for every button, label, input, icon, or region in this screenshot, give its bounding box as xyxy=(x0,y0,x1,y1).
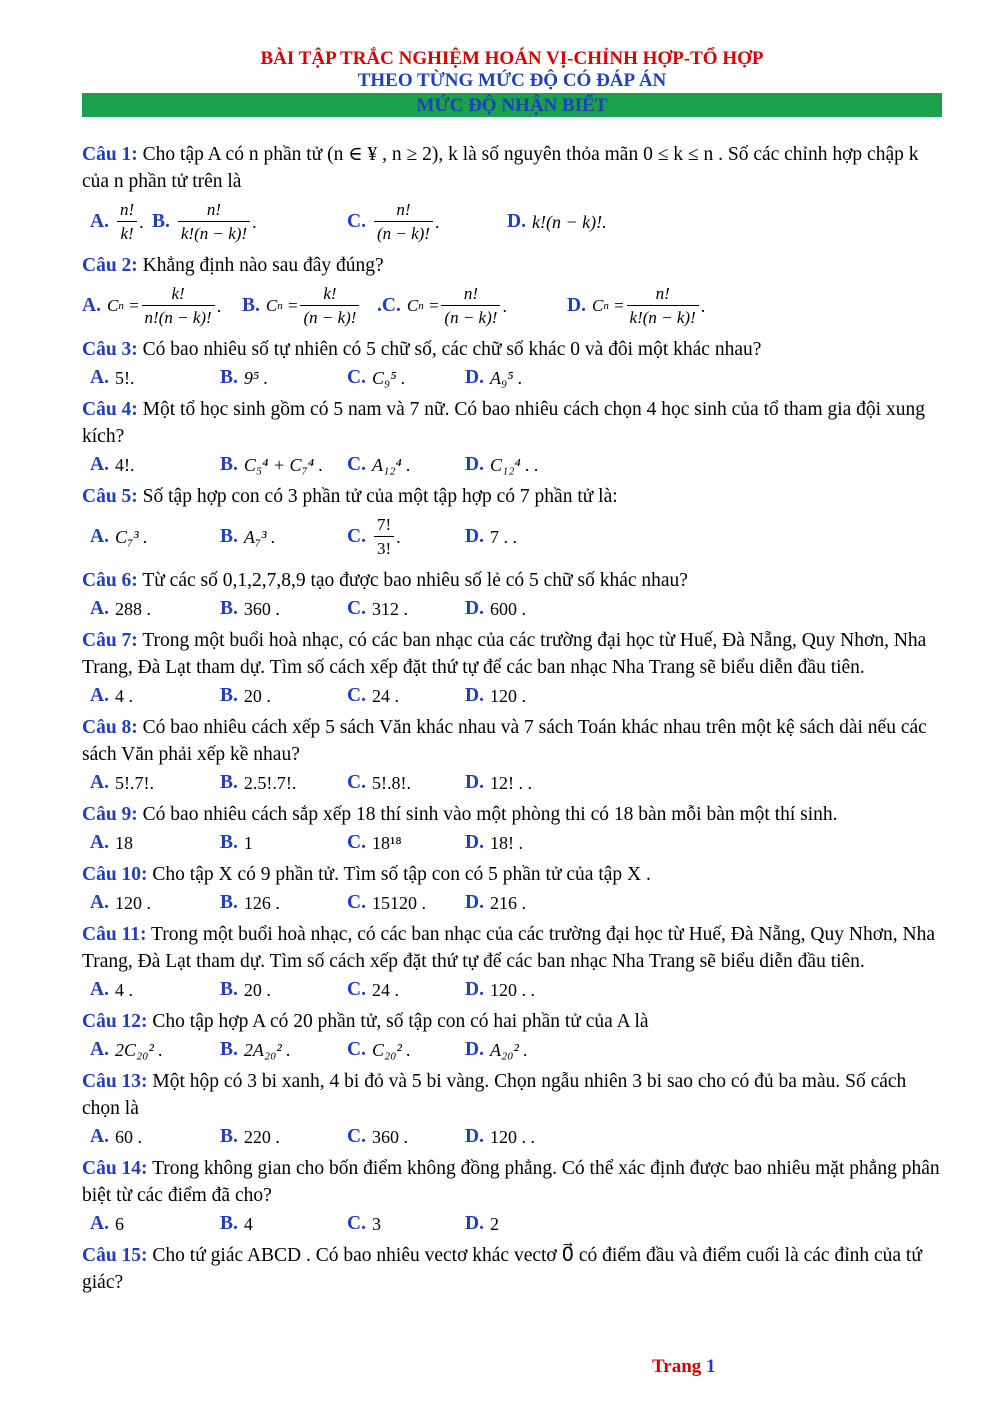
question-12: Câu 12: Cho tập hợp A có 20 phần tử, số tập con có hai phần tử của A là xyxy=(82,1011,649,1032)
option-c[interactable]: C. $\frac{7!}{3!}$ . xyxy=(347,510,401,564)
option-b[interactable]: B. 126 . xyxy=(220,892,280,913)
option-d[interactable]: D. 120 . . xyxy=(465,979,535,1000)
option-d[interactable]: D. 7 . . xyxy=(465,526,517,547)
option-d[interactable]: D. C₁₂⁴ . . xyxy=(465,454,539,475)
question-7-options xyxy=(82,681,942,711)
option-b[interactable]: B. 220 . xyxy=(220,1126,280,1147)
question-13: Câu 13: Một hộp có 3 bi xanh, 4 bi đỏ và 5 bi vàng. Chọn ngẫu nhiên 3 bi sao cho có đủ ba màu. Số cách chọn là xyxy=(82,1071,907,1119)
option-d[interactable]: D. k!(n − k)!. xyxy=(507,211,607,232)
option-c[interactable]: C. 312 . xyxy=(347,598,408,619)
option-a[interactable]: A. 120 . xyxy=(90,892,151,913)
option-c[interactable]: C. A₁₂⁴ . xyxy=(347,454,411,475)
question-8-options xyxy=(82,768,942,798)
option-d[interactable]: D. 2 xyxy=(465,1213,499,1234)
option-a[interactable]: A. 6 xyxy=(90,1213,124,1234)
question-3-options xyxy=(82,363,942,393)
question-14-options xyxy=(82,1209,942,1239)
level-banner: MỨC ĐỘ NHẬN BIẾT xyxy=(82,93,942,117)
option-c[interactable]: C. 24 . xyxy=(347,979,399,1000)
question-1: Câu 1: Cho tập A có n phần tử (n ∈ ¥ , n ≥ 2), k là số nguyên thỏa mãn 0 ≤ k ≤ n . Số các chỉnh hợp chập k của n phần tử trên là xyxy=(82,144,919,192)
option-b[interactable]: B. 9⁵ . xyxy=(220,367,269,388)
question-5-options xyxy=(82,510,942,564)
option-a[interactable]: A. 4 . xyxy=(90,685,133,706)
question-4: Câu 4: Một tổ học sinh gồm có 5 nam và 7 nữ. Có bao nhiêu cách chọn 4 học sinh của tổ tham gia đội xung kích? xyxy=(82,399,925,447)
question-14: Câu 14: Trong không gian cho bốn điểm không đồng phẳng. Có thể xác định được bao nhiêu mặt phẳng phân biệt từ các điểm đã cho? xyxy=(82,1158,940,1206)
document-page xyxy=(82,48,942,1296)
option-b[interactable]: B. 2A₂₀² . xyxy=(220,1039,291,1060)
question-15: Câu 15: Cho tứ giác ABCD . Có bao nhiêu vectơ khác vectơ 0⃗ có điểm đầu và điểm cuối là các đỉnh của tứ giác? xyxy=(82,1245,922,1293)
question-6-options xyxy=(82,594,942,624)
option-a[interactable]: A. 60 . xyxy=(90,1126,142,1147)
option-b[interactable]: B. $\frac{n!}{k!(n - k)!}$ . xyxy=(152,195,257,249)
question-10-options xyxy=(82,888,942,918)
option-a[interactable]: A. C n = $\frac{k!}{n!(n - k)!}$ . xyxy=(82,279,221,333)
option-b[interactable]: B. 2.5!.7!. xyxy=(220,772,297,793)
option-d[interactable]: D. 600 . xyxy=(465,598,526,619)
option-b[interactable]: B. 1 xyxy=(220,832,253,853)
option-c[interactable]: C. 24 . xyxy=(347,685,399,706)
question-2: Câu 2: Khẳng định nào sau đây đúng? xyxy=(82,255,384,276)
option-d[interactable]: D. 120 . . xyxy=(465,1126,535,1147)
option-b[interactable]: B. 360 . xyxy=(220,598,280,619)
doc-subtitle: THEO TỪNG MỨC ĐỘ CÓ ĐÁP ÁN xyxy=(357,70,667,91)
option-d[interactable]: D. A₉⁵ . xyxy=(465,367,523,388)
option-c[interactable]: .C. C n = $\frac{n!}{(n - k)!}$ . xyxy=(377,279,507,333)
option-a[interactable]: A. 5!. xyxy=(90,367,135,388)
question-13-options xyxy=(82,1122,942,1152)
option-c[interactable]: C. C₂₀² . xyxy=(347,1039,411,1060)
question-11: Câu 11: Trong một buổi hoà nhạc, có các ban nhạc của các trường đại học từ Huế, Đà Nẵng, Quy Nhơn, Nha Trang, Đà Lạt tham dự. Tìm số cách xếp đặt thứ tự để các ban nhạc Nha Trang sẽ biểu diễn đầu tiên. xyxy=(82,924,935,972)
option-c[interactable]: C. 5!.8!. xyxy=(347,772,411,793)
question-6: Câu 6: Từ các số 0,1,2,7,8,9 tạo được bao nhiêu số lẻ có 5 chữ số khác nhau? xyxy=(82,570,688,591)
option-b[interactable]: B. 20 . xyxy=(220,685,271,706)
question-9-options xyxy=(82,828,942,858)
option-b[interactable]: B. C n = $\frac{k!}{(n - k)!}$ xyxy=(242,279,361,333)
question-2-options xyxy=(82,279,942,333)
option-a[interactable]: A. C₇³ . xyxy=(90,526,148,547)
question-4-options xyxy=(82,450,942,480)
question-10: Câu 10: Cho tập X có 9 phần tử. Tìm số tập con có 5 phần tử của tập X . xyxy=(82,864,651,885)
doc-title: BÀI TẬP TRẮC NGHIỆM HOÁN VỊ-CHỈNH HỢP-TỔ HỢP xyxy=(260,48,764,69)
question-9: Câu 9: Có bao nhiêu cách sắp xếp 18 thí sinh vào một phòng thi có 18 bàn mỗi bàn một thí sinh. xyxy=(82,804,838,825)
option-a[interactable]: A. 4 . xyxy=(90,979,133,1000)
option-b[interactable]: B. A₇³ . xyxy=(220,526,276,547)
question-5: Câu 5: Số tập hợp con có 3 phần tử của một tập hợp có 7 phần tử là: xyxy=(82,486,618,507)
option-d[interactable]: D. 216 . xyxy=(465,892,526,913)
option-c[interactable]: C. 15120 . xyxy=(347,892,426,913)
option-b[interactable]: B. C₅⁴ + C₇⁴ . xyxy=(220,454,324,475)
question-3: Câu 3: Có bao nhiêu số tự nhiên có 5 chữ số, các chữ số khác 0 và đôi một khác nhau? xyxy=(82,339,762,360)
option-c[interactable]: C. 3 xyxy=(347,1213,381,1234)
option-a[interactable]: A. 2C₂₀² . xyxy=(90,1039,163,1060)
option-d[interactable]: D. 18! . xyxy=(465,832,523,853)
option-c[interactable]: C. 18¹⁸ xyxy=(347,832,402,853)
option-d[interactable]: D. C n = $\frac{n!}{k!(n - k)!}$ . xyxy=(567,279,705,333)
option-d[interactable]: D. 120 . xyxy=(465,685,526,706)
page-footer: Trang 1 xyxy=(652,1356,716,1377)
option-b[interactable]: B. 20 . xyxy=(220,979,271,1000)
option-c[interactable]: C. 360 . xyxy=(347,1126,408,1147)
option-a[interactable]: A. $\frac{n!}{k!}$ . xyxy=(90,195,144,249)
option-a[interactable]: A. 18 xyxy=(90,832,133,853)
question-1-options xyxy=(82,195,942,249)
question-8: Câu 8: Có bao nhiêu cách xếp 5 sách Văn khác nhau và 7 sách Toán khác nhau trên một kệ sách dài nếu các sách Văn phải xếp kề nhau? xyxy=(82,717,927,765)
question-11-options xyxy=(82,975,942,1005)
option-a[interactable]: A. 5!.7!. xyxy=(90,772,154,793)
option-b[interactable]: B. 4 xyxy=(220,1213,253,1234)
option-a[interactable]: A. 288 . xyxy=(90,598,151,619)
option-d[interactable]: D. A₂₀² . xyxy=(465,1039,528,1060)
question-7: Câu 7: Trong một buổi hoà nhạc, có các ban nhạc của các trường đại học từ Huế, Đà Nẵng, Quy Nhơn, Nha Trang, Đà Lạt tham dự. Tìm số cách xếp đặt thứ tự để các ban nhạc Nha Trang sẽ biểu diễn đầu tiên. xyxy=(82,630,927,678)
option-c[interactable]: C. $\frac{n!}{(n - k)!}$ . xyxy=(347,195,439,249)
question-12-options xyxy=(82,1035,942,1065)
option-c[interactable]: C. C₉⁵ . xyxy=(347,367,406,388)
option-d[interactable]: D. 12! . . xyxy=(465,772,532,793)
option-a[interactable]: A. 4!. xyxy=(90,454,135,475)
